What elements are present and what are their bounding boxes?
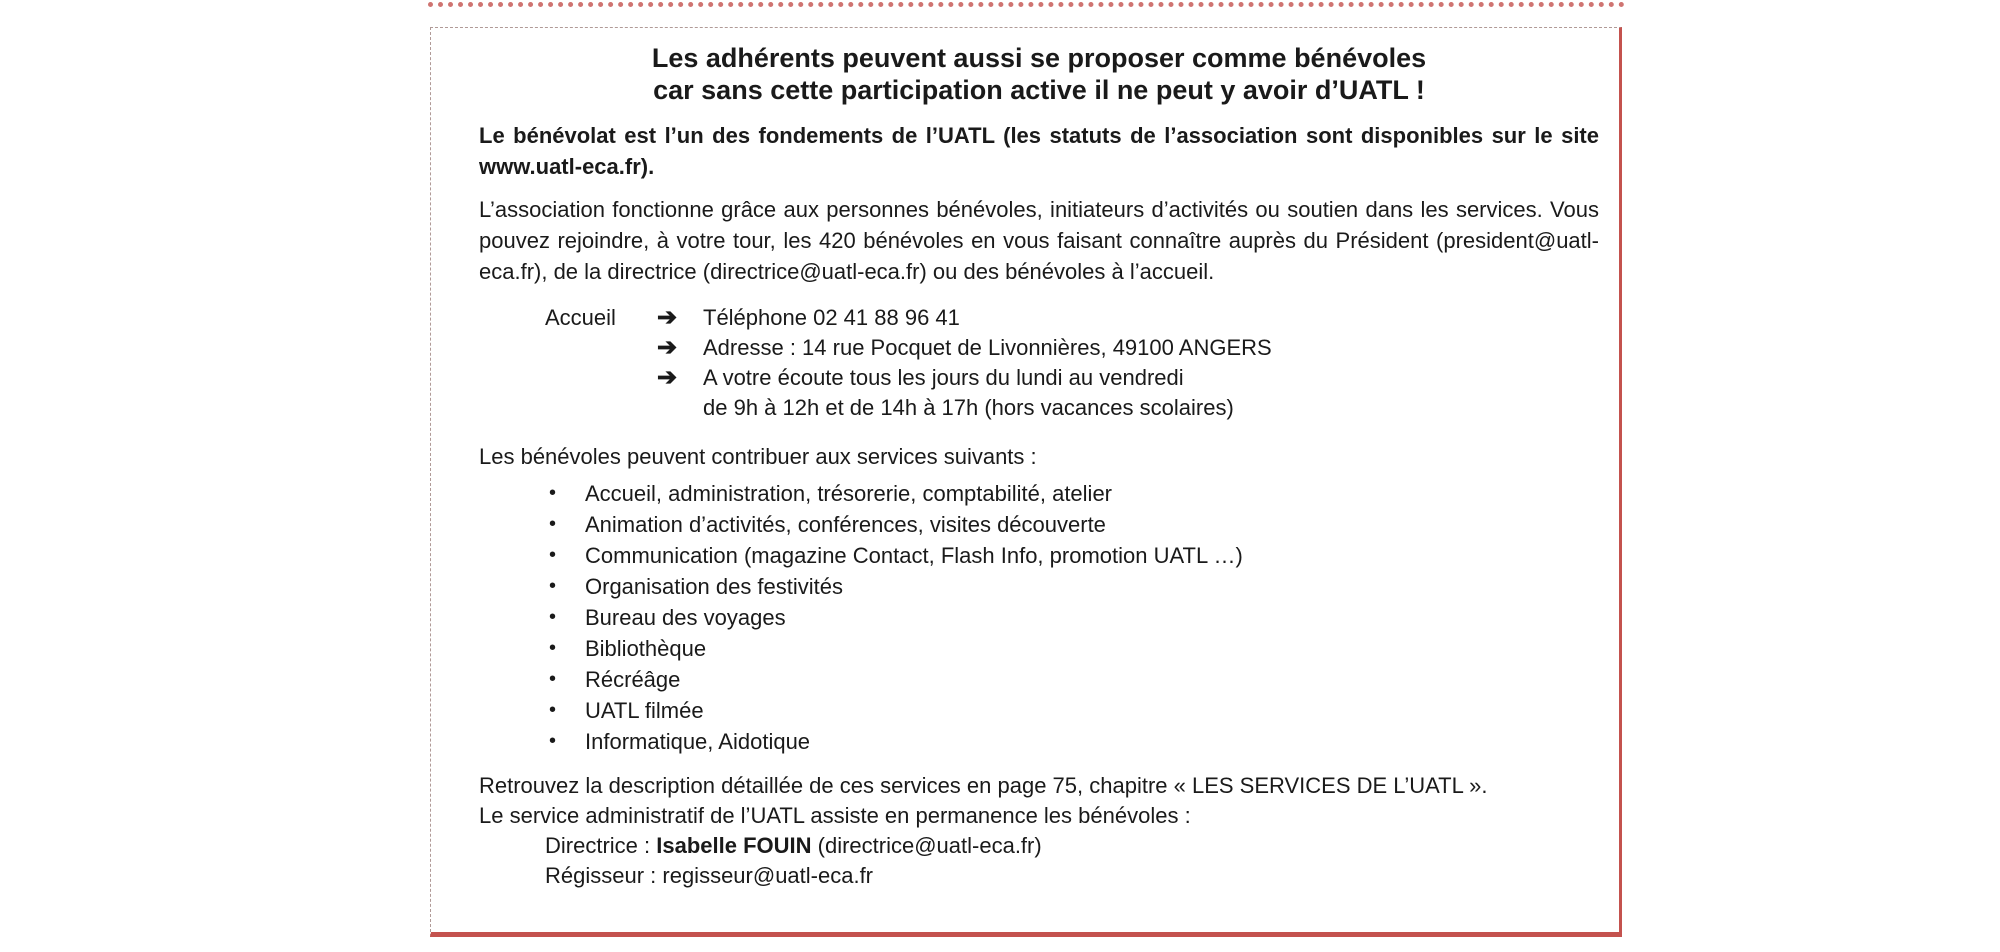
arrow-right-icon: ➔ xyxy=(657,364,678,391)
directrice-line xyxy=(545,831,1599,861)
bullet-icon: • xyxy=(549,513,557,535)
staff-contacts xyxy=(545,831,1599,891)
accueil-contact-block xyxy=(545,303,1599,423)
list-item xyxy=(549,664,1599,695)
paragraph-benevolat: Le bénévolat est l’un des fondements de l’UATL (les statuts de l’association sont disponibles sur le site www.uatl-eca.fr). xyxy=(479,123,1599,179)
arrow-right-icon: ➔ xyxy=(657,304,678,331)
accueil-row xyxy=(545,363,1599,393)
service-item-text: Communication (magazine Contact, Flash Info, promotion UATL …) xyxy=(585,543,1243,568)
service-item-text: Bureau des voyages xyxy=(585,605,786,630)
benevoles-notice-box xyxy=(430,27,1622,937)
bullet-icon: • xyxy=(549,730,557,752)
list-item xyxy=(549,726,1599,757)
service-item-text: UATL filmée xyxy=(585,698,704,723)
bullet-icon: • xyxy=(549,668,557,690)
services-list xyxy=(549,478,1599,757)
service-item-text: Accueil, administration, trésorerie, comptabilité, atelier xyxy=(585,481,1113,506)
bullet-icon: • xyxy=(549,544,557,566)
service-item-text: Organisation des festivités xyxy=(585,574,844,599)
notice-title-line1: Les adhérents peuvent aussi se proposer comme bénévoles xyxy=(651,43,1427,73)
arrow-right-icon: ➔ xyxy=(657,334,678,361)
notice-title xyxy=(479,42,1599,106)
accueil-address: Adresse : 14 rue Pocquet de Livonnières, 49100 ANGERS xyxy=(703,335,1272,360)
notice-title-line2: car sans cette participation active il ne peut y avoir d’UATL ! xyxy=(653,75,1425,105)
admin-support-line: Le service administratif de l’UATL assiste en permanence les bénévoles : xyxy=(479,803,1191,828)
service-item-text: Bibliothèque xyxy=(585,636,707,661)
services-intro: Les bénévoles peuvent contribuer aux services suivants : xyxy=(479,444,1037,469)
bullet-icon: • xyxy=(549,575,557,597)
list-item xyxy=(549,509,1599,540)
top-dotted-divider xyxy=(428,2,1625,7)
directrice-label: Directrice : xyxy=(545,833,657,858)
directrice-name: Isabelle FOUIN xyxy=(656,833,812,858)
list-item xyxy=(549,633,1599,664)
accueil-phone: Téléphone 02 41 88 96 41 xyxy=(703,305,960,330)
bullet-icon: • xyxy=(549,637,557,659)
paragraph-association: L’association fonctionne grâce aux personnes bénévoles, initiateurs d’activités ou soutien dans les services. Vous pouvez rejoindre, à votre tour, les 420 bénévoles en vous faisant connaître auprès du Président (president@uatl-eca.fr), de la directrice (directrice@uatl-eca.fr) ou des bénévoles à l’accueil. xyxy=(479,197,1599,284)
service-item-text: Animation d’activités, conférences, visites découverte xyxy=(585,512,1106,537)
accueil-hours-line2: de 9h à 12h et de 14h à 17h (hors vacances scolaires) xyxy=(703,395,1234,420)
list-item xyxy=(549,478,1599,509)
list-item xyxy=(549,602,1599,633)
bullet-icon: • xyxy=(549,482,557,504)
directrice-email: (directrice@uatl-eca.fr) xyxy=(811,833,1042,858)
bullet-icon: • xyxy=(549,699,557,721)
bullet-icon: • xyxy=(549,606,557,628)
accueil-hours-line1: A votre écoute tous les jours du lundi au vendredi xyxy=(703,365,1184,390)
accueil-label: Accueil xyxy=(545,305,616,330)
services-reference-line: Retrouvez la description détaillée de ces services en page 75, chapitre « LES SERVICES DE L’UATL ». xyxy=(479,773,1488,798)
regisseur-line: Régisseur : regisseur@uatl-eca.fr xyxy=(545,863,874,888)
accueil-row xyxy=(545,393,1599,423)
accueil-row xyxy=(545,333,1599,363)
service-item-text: Informatique, Aidotique xyxy=(585,729,811,754)
service-item-text: Récréâge xyxy=(585,667,681,692)
list-item xyxy=(549,571,1599,602)
accueil-row xyxy=(545,303,1599,333)
list-item xyxy=(549,695,1599,726)
list-item xyxy=(549,540,1599,571)
